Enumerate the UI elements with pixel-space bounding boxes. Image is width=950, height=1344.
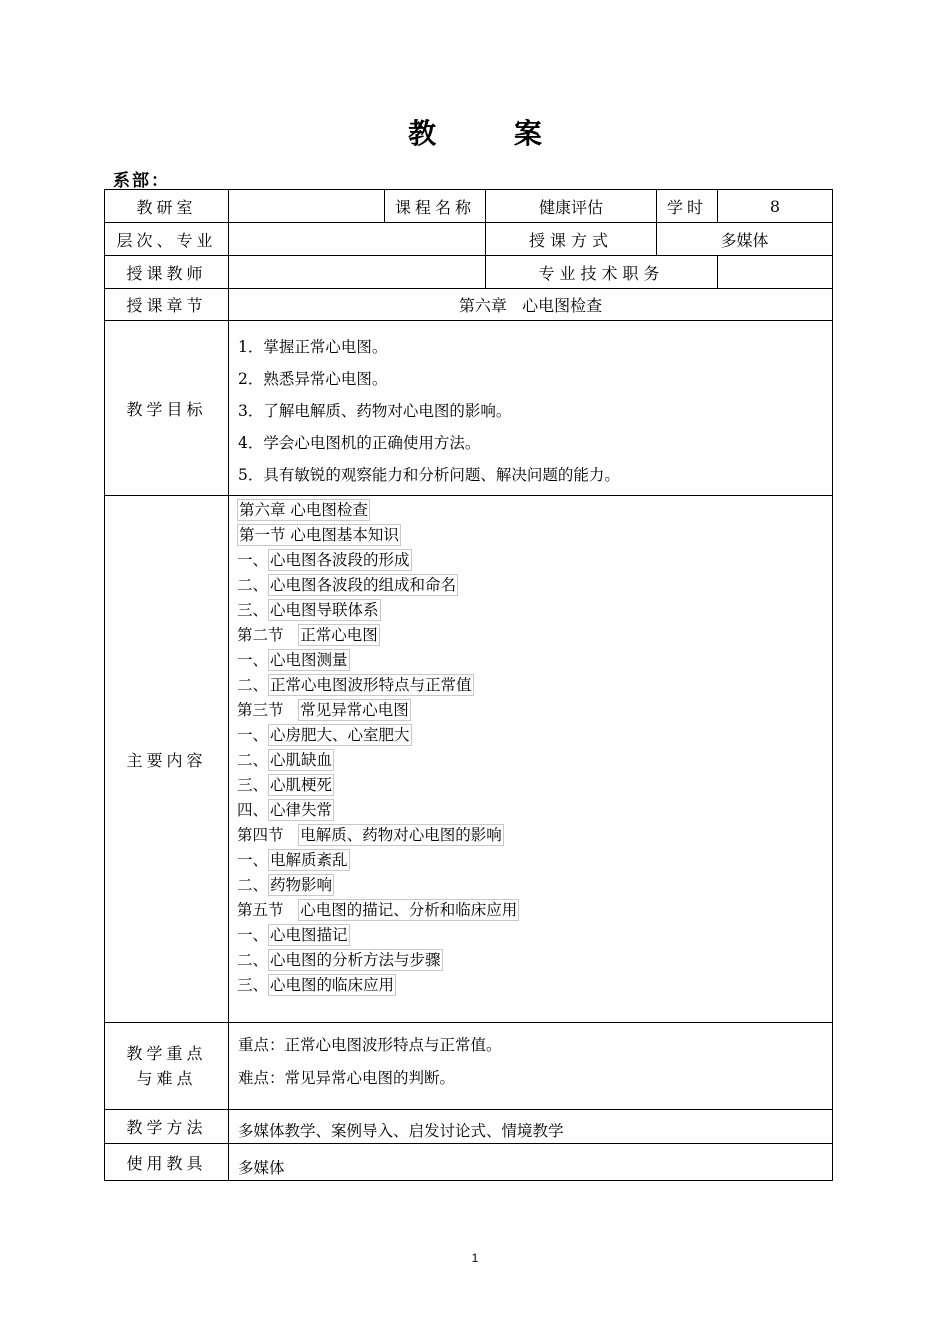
label-chapter: 授课章节 (105, 289, 229, 321)
content-item-text: 心肌缺血 (270, 751, 333, 769)
objective-item: 2．熟悉异常心电图。 (238, 370, 388, 388)
teaching-mode-value: 多媒体 (657, 223, 833, 256)
professional-title-value (718, 256, 833, 289)
content-item-text: 心电图的临床应用 (270, 976, 395, 994)
content-item-text: 药物影响 (270, 876, 333, 894)
content-item-lead: 二、 (237, 576, 269, 594)
content-item (237, 673, 832, 698)
content-item (237, 798, 832, 823)
row-objectives (105, 321, 833, 496)
difficulty-text: 难点：常见异常心电图的判断。 (238, 1069, 456, 1087)
content-item (237, 623, 832, 648)
label-main-content: 主要内容 (105, 496, 229, 1023)
content-item-lead: 第四节 (237, 826, 299, 844)
key-points-cell (229, 1023, 833, 1110)
content-item (237, 848, 832, 873)
content-item-text: 心电图的分析方法与步骤 (270, 951, 441, 969)
tools-value: 多媒体 (229, 1144, 833, 1181)
label-hours: 学时 (657, 190, 718, 223)
content-item (237, 573, 832, 598)
content-item-text: 心电图描记 (270, 926, 348, 944)
content-item (237, 873, 832, 898)
level-major-value (229, 223, 486, 256)
label-objectives: 教学目标 (105, 321, 229, 496)
content-item-text: 第六章 心电图检查 (239, 501, 368, 519)
content-item-lead: 二、 (237, 751, 269, 769)
content-item (237, 548, 832, 573)
content-item-text: 心律失常 (270, 801, 333, 819)
content-item-lead: 四、 (237, 801, 269, 819)
label-methods: 教学方法 (105, 1110, 229, 1144)
main-content-cell (229, 496, 833, 1023)
content-item-lead: 三、 (237, 776, 269, 794)
course-name-value: 健康评估 (486, 190, 657, 223)
label-key-points (105, 1023, 229, 1110)
department-label: 系部： (113, 171, 170, 191)
content-item-text: 第一节 心电图基本知识 (239, 526, 399, 544)
label-teaching-mode: 授课方式 (486, 223, 657, 256)
content-item-lead: 二、 (237, 876, 269, 894)
teacher-value (229, 256, 486, 289)
hours-value: 8 (718, 190, 833, 223)
label-teaching-office: 教研室 (105, 190, 229, 223)
content-item (237, 698, 832, 723)
content-item-text: 心肌梗死 (270, 776, 333, 794)
objective-item: 1．掌握正常心电图。 (238, 338, 388, 356)
content-item (237, 923, 832, 948)
content-item-lead: 第五节 (237, 901, 299, 919)
teaching-office-value (229, 190, 385, 223)
content-item-text: 电解质、药物对心电图的影响 (300, 826, 502, 844)
content-item (237, 523, 832, 548)
label-course-name: 课程名称 (385, 190, 486, 223)
content-item-lead: 三、 (237, 601, 269, 619)
label-key-points-line2: 与难点 (136, 1069, 197, 1088)
content-item-text: 心电图测量 (270, 651, 348, 669)
content-item (237, 598, 832, 623)
label-level-major: 层次、专业 (105, 223, 229, 256)
content-item-text: 常见异常心电图 (300, 701, 409, 719)
content-item-text: 心电图的描记、分析和临床应用 (300, 901, 518, 919)
label-professional-title: 专业技术职务 (486, 256, 718, 289)
content-item-lead: 二、 (237, 951, 269, 969)
objective-item: 3．了解电解质、药物对心电图的影响。 (238, 402, 512, 420)
content-item-text: 心电图导联体系 (270, 601, 379, 619)
content-item-lead: 一、 (237, 651, 269, 669)
row-level-mode (105, 223, 833, 256)
content-item-lead: 第三节 (237, 701, 299, 719)
content-item (237, 498, 832, 523)
row-main-content (105, 496, 833, 1023)
content-item-text: 心房肥大、心室肥大 (270, 726, 410, 744)
content-item-text: 电解质紊乱 (270, 851, 348, 869)
label-tools: 使用教具 (105, 1144, 229, 1181)
objective-item: 5．具有敏锐的观察能力和分析问题、解决问题的能力。 (238, 466, 620, 484)
content-item (237, 898, 832, 923)
label-teacher: 授课教师 (105, 256, 229, 289)
row-teacher (105, 256, 833, 289)
content-item-lead: 一、 (237, 551, 269, 569)
content-item-text: 正常心电图 (300, 626, 378, 644)
content-item (237, 748, 832, 773)
row-tools (105, 1144, 833, 1181)
content-item (237, 648, 832, 673)
content-item-text: 心电图各波段的组成和命名 (270, 576, 457, 594)
content-item-lead: 一、 (237, 926, 269, 944)
content-item-lead: 二、 (237, 676, 269, 694)
content-item-lead: 三、 (237, 976, 269, 994)
content-item-lead: 第二节 (237, 626, 299, 644)
chapter-value: 第六章 心电图检查 (229, 289, 833, 321)
row-chapter (105, 289, 833, 321)
label-key-points-line1: 教学重点 (126, 1044, 207, 1063)
page-number: 1 (471, 1251, 479, 1265)
row-methods (105, 1110, 833, 1144)
content-item (237, 948, 832, 973)
content-item-lead: 一、 (237, 851, 269, 869)
content-item-lead: 一、 (237, 726, 269, 744)
lesson-plan-table (104, 189, 833, 1181)
content-item (237, 773, 832, 798)
row-office-course (105, 190, 833, 223)
document-title: 教 案 (408, 117, 576, 150)
row-key-points (105, 1023, 833, 1110)
content-item (237, 973, 832, 998)
key-point-text: 重点：正常心电图波形特点与正常值。 (238, 1036, 502, 1054)
content-item-text: 心电图各波段的形成 (270, 551, 410, 569)
objective-item: 4．学会心电图机的正确使用方法。 (238, 434, 481, 452)
objectives-cell (229, 321, 833, 496)
methods-value: 多媒体教学、案例导入、启发讨论式、情境教学 (229, 1110, 833, 1144)
content-item (237, 723, 832, 748)
content-item (237, 823, 832, 848)
content-item-text: 正常心电图波形特点与正常值 (270, 676, 472, 694)
